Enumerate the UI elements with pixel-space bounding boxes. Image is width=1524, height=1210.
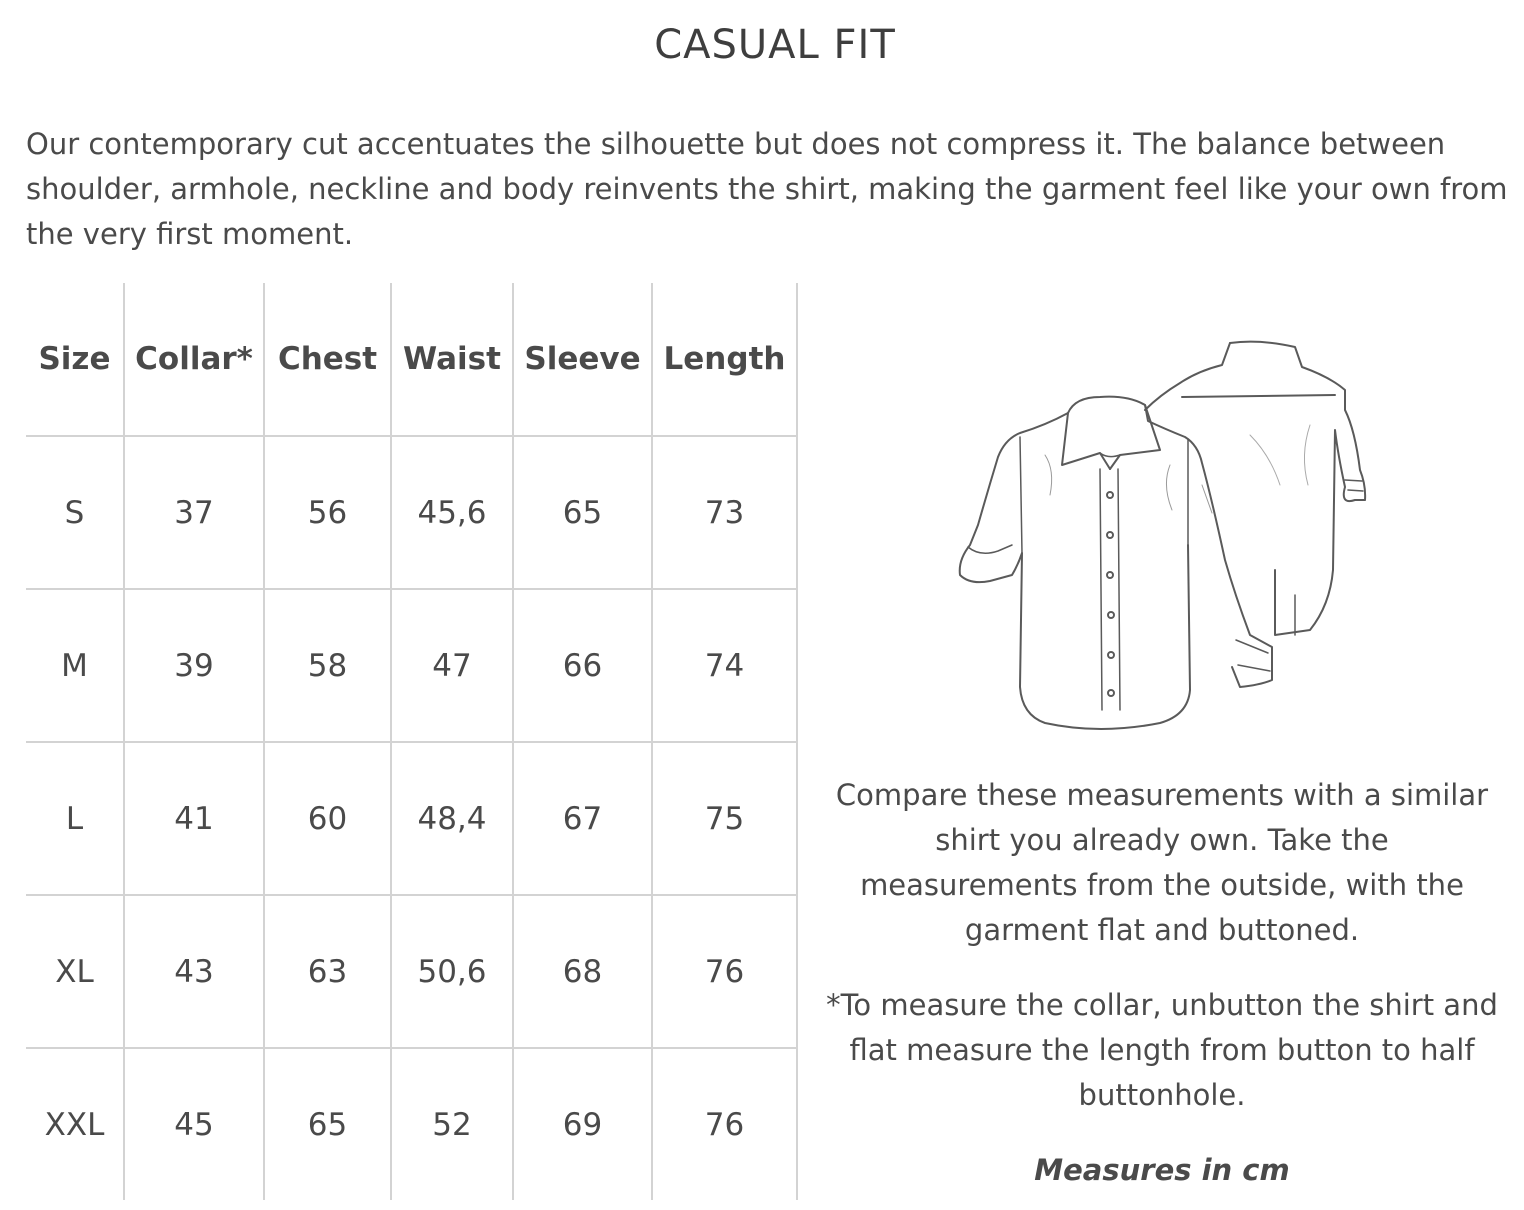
fit-description: Our contemporary cut accentuates the silhouette but does not compress it. The balance between shoulder, armhole, neckline and body reinvents the shirt, making the garment feel like your own from the very first moment.: [26, 127, 1508, 251]
table-row: [26, 436, 797, 589]
cell-sleeve: 66: [513, 589, 652, 742]
cell-chest: 58: [264, 589, 391, 742]
header-collar: Collar*: [124, 283, 264, 436]
cell-chest: 63: [264, 895, 391, 1048]
compare-note: Compare these measurements with a similar shirt you already own. Take the measurements from the outside, with the garment flat and buttoned.: [835, 778, 1489, 947]
cell-collar: 41: [124, 742, 264, 895]
cell-length: 75: [652, 742, 797, 895]
cell-sleeve: 68: [513, 895, 652, 1048]
header-waist: Waist: [391, 283, 513, 436]
units-label: Measures in cm: [1034, 1153, 1290, 1187]
page-title: CASUAL FIT: [654, 22, 896, 68]
cell-size: XL: [26, 895, 124, 1048]
cell-length: 74: [652, 589, 797, 742]
table-row: [26, 742, 797, 895]
header-chest: Chest: [264, 283, 391, 436]
cell-sleeve: 65: [513, 436, 652, 589]
cell-length: 76: [652, 895, 797, 1048]
header-size: Size: [26, 283, 124, 436]
table-row: [26, 589, 797, 742]
cell-size: L: [26, 742, 124, 895]
table-row: [26, 895, 797, 1048]
cell-waist: 45,6: [391, 436, 513, 589]
cell-length: 73: [652, 436, 797, 589]
cell-collar: 37: [124, 436, 264, 589]
size-table: [26, 283, 798, 1200]
table-row: [26, 1048, 797, 1200]
cell-size: S: [26, 436, 124, 589]
cell-waist: 52: [391, 1048, 513, 1200]
cell-chest: 56: [264, 436, 391, 589]
header-sleeve: Sleeve: [513, 283, 652, 436]
shirt-illustration: [950, 335, 1380, 740]
cell-length: 76: [652, 1048, 797, 1200]
cell-size: M: [26, 589, 124, 742]
collar-note: *To measure the collar, unbutton the shirt and flat measure the length from button to half buttonhole.: [826, 988, 1498, 1112]
cell-chest: 65: [264, 1048, 391, 1200]
cell-collar: 45: [124, 1048, 264, 1200]
table-header-row: [26, 283, 797, 436]
cell-waist: 48,4: [391, 742, 513, 895]
cell-collar: 43: [124, 895, 264, 1048]
cell-waist: 47: [391, 589, 513, 742]
header-length: Length: [652, 283, 797, 436]
cell-waist: 50,6: [391, 895, 513, 1048]
cell-sleeve: 69: [513, 1048, 652, 1200]
cell-size: XXL: [26, 1048, 124, 1200]
cell-chest: 60: [264, 742, 391, 895]
cell-collar: 39: [124, 589, 264, 742]
cell-sleeve: 67: [513, 742, 652, 895]
